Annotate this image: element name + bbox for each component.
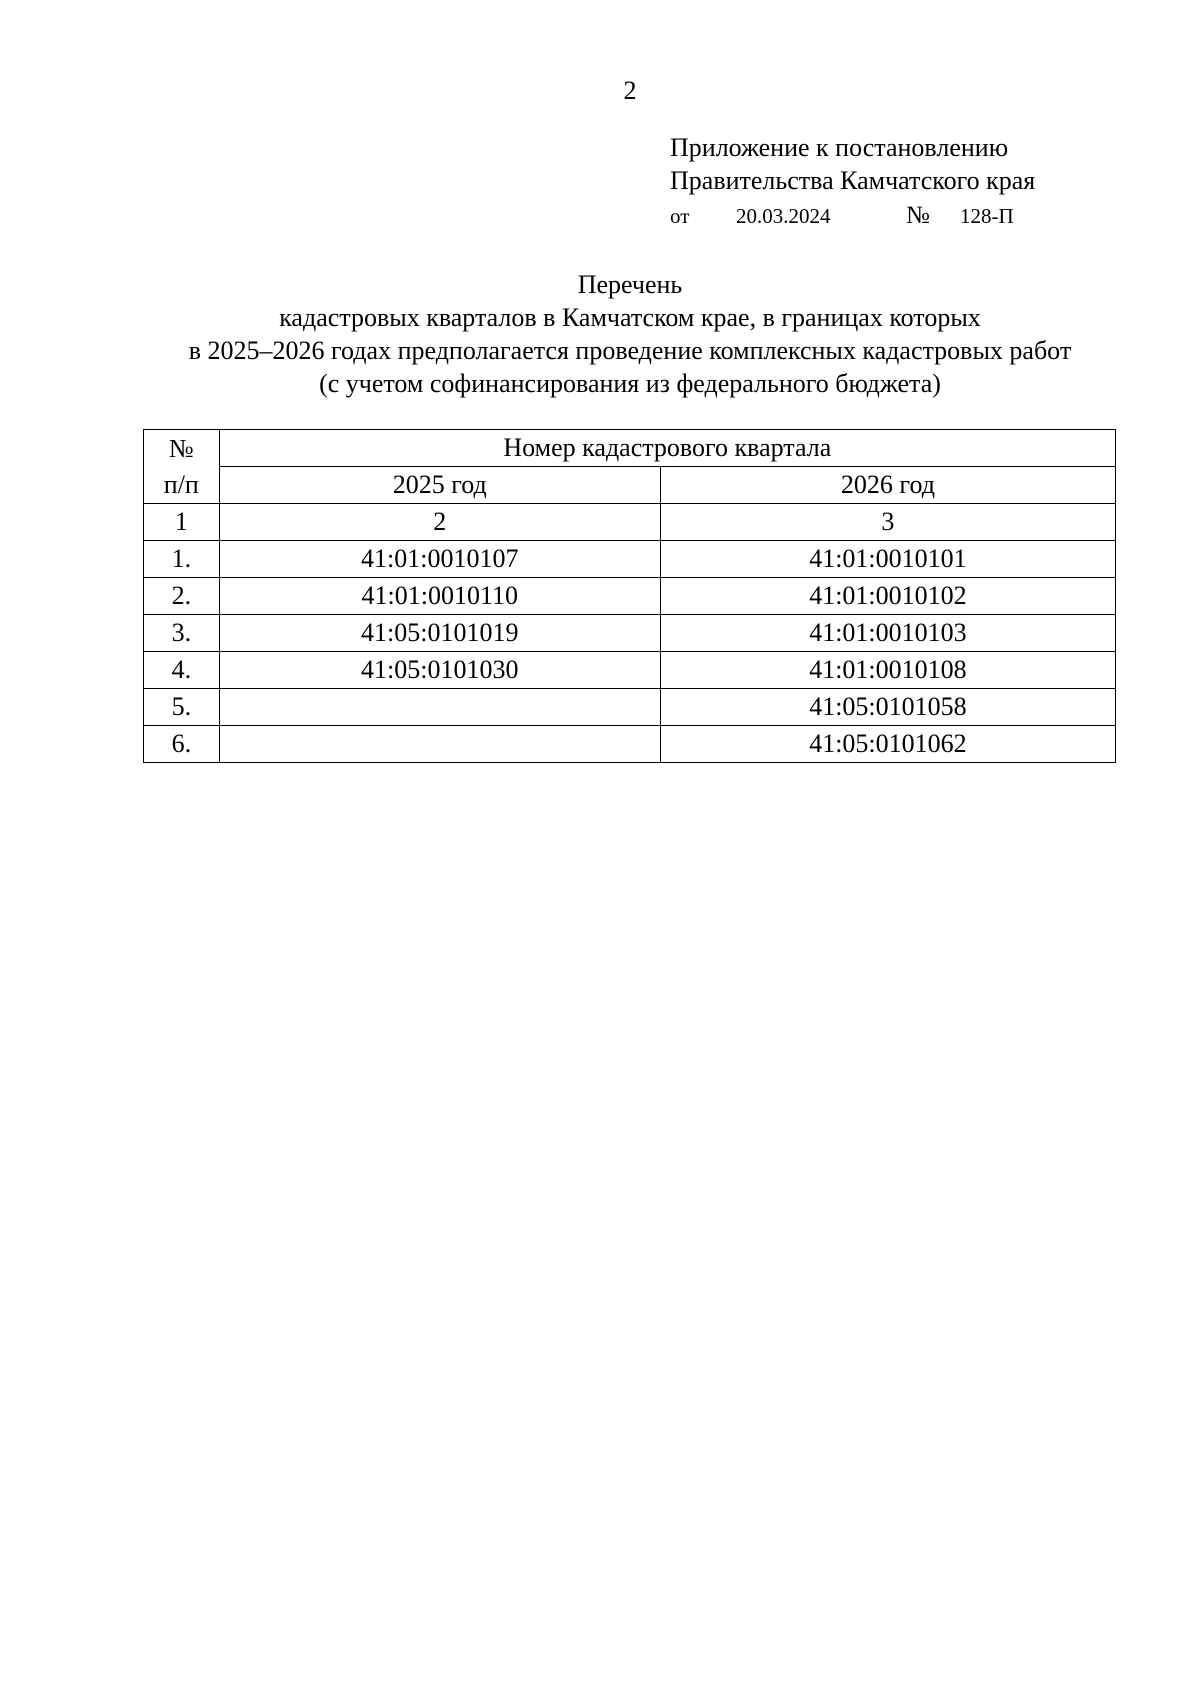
row-number-cell: 2. bbox=[144, 578, 220, 615]
appendix-line-2: Правительства Камчатского края bbox=[670, 166, 1036, 195]
title-line-1: Перечень bbox=[577, 270, 683, 299]
header-2026-cell: 2026 год bbox=[660, 467, 1115, 504]
header-num-cell bbox=[144, 430, 220, 504]
decree-number: 128-П bbox=[960, 204, 1014, 228]
quarter-2025-cell: 41:01:0010107 bbox=[219, 541, 660, 578]
quarter-2025-cell: 41:01:0010110 bbox=[219, 578, 660, 615]
row-number-cell: 6. bbox=[144, 726, 220, 763]
quarter-2025-cell bbox=[219, 726, 660, 763]
quarter-2026-cell: 41:05:0101058 bbox=[660, 689, 1115, 726]
column-numbers-row bbox=[144, 504, 1116, 541]
table-row bbox=[144, 652, 1116, 689]
cadastral-quarters-table bbox=[143, 429, 1116, 763]
row-number-cell: 1. bbox=[144, 541, 220, 578]
appendix-date-line bbox=[670, 199, 1035, 233]
quarter-2026-cell: 41:05:0101062 bbox=[660, 726, 1115, 763]
header-num-pp: п/п bbox=[163, 469, 199, 499]
row-number-cell: 4. bbox=[144, 652, 220, 689]
quarter-2025-cell: 41:05:0101030 bbox=[219, 652, 660, 689]
decree-date: 20.03.2024 bbox=[736, 204, 831, 228]
quarter-2026-cell: 41:01:0010101 bbox=[660, 541, 1115, 578]
table-header-row bbox=[144, 430, 1116, 467]
column-number-cell: 1 bbox=[144, 504, 220, 541]
row-number-cell: 3. bbox=[144, 615, 220, 652]
quarter-2025-cell bbox=[219, 689, 660, 726]
header-2025-cell: 2025 год bbox=[219, 467, 660, 504]
column-number-cell: 3 bbox=[660, 504, 1115, 541]
quarter-2026-cell: 41:01:0010108 bbox=[660, 652, 1115, 689]
table-header-years-row bbox=[144, 467, 1116, 504]
table-row bbox=[144, 689, 1116, 726]
header-num-sign: № bbox=[168, 433, 194, 463]
title-line-4: (с учетом софинансирования из федерального бюджета) bbox=[319, 369, 941, 398]
page-number: 2 bbox=[623, 76, 637, 105]
appendix-header bbox=[670, 131, 1035, 233]
title-line-3: в 2025–2026 годах предполагается проведение комплексных кадастровых работ bbox=[188, 336, 1072, 365]
appendix-line-1: Приложение к постановлению bbox=[670, 133, 1009, 162]
quarter-2026-cell: 41:01:0010102 bbox=[660, 578, 1115, 615]
row-number-cell: 5. bbox=[144, 689, 220, 726]
table-row bbox=[144, 726, 1116, 763]
number-sign: № bbox=[906, 202, 930, 229]
quarter-2025-cell: 41:05:0101019 bbox=[219, 615, 660, 652]
title-line-2: кадастровых кварталов в Камчатском крае, в границах которых bbox=[279, 303, 981, 332]
table-row bbox=[144, 578, 1116, 615]
table-row bbox=[144, 541, 1116, 578]
header-group-cell: Номер кадастрового квартала bbox=[219, 430, 1115, 467]
table-row bbox=[144, 615, 1116, 652]
date-prefix: от bbox=[670, 204, 690, 228]
quarter-2026-cell: 41:01:0010103 bbox=[660, 615, 1115, 652]
document-title bbox=[0, 268, 1200, 400]
column-number-cell: 2 bbox=[219, 504, 660, 541]
